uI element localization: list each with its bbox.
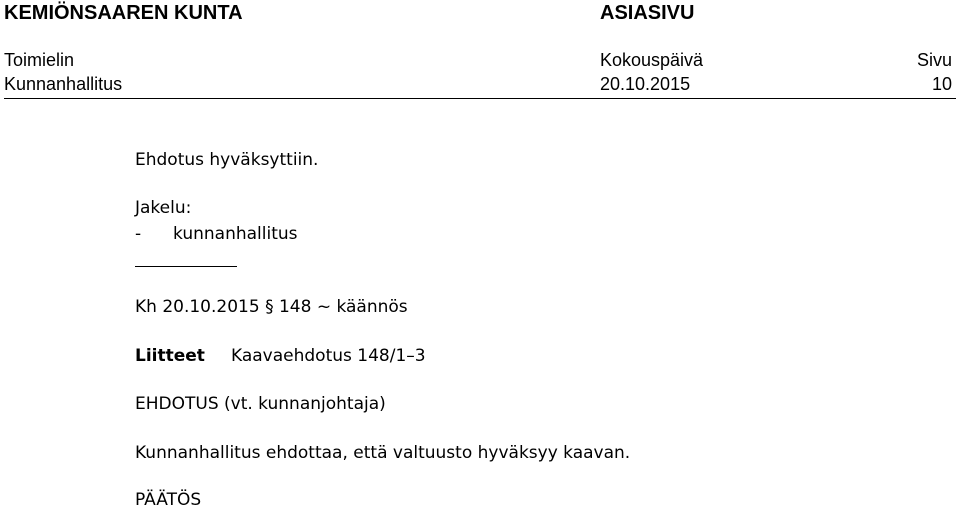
organization-name: KEMIÖNSAAREN KUNTA bbox=[4, 2, 243, 24]
header-divider bbox=[4, 98, 956, 99]
approval-text: Ehdotus hyväksyttiin. bbox=[135, 150, 319, 170]
body-label: Toimielin bbox=[4, 50, 75, 70]
page-number: 10 bbox=[931, 74, 952, 94]
meeting-date: 20.10.2015 bbox=[600, 74, 691, 94]
attachments-label: Liitteet bbox=[135, 346, 205, 366]
distribution-dash: - bbox=[135, 224, 142, 244]
section-reference: Kh 20.10.2015 § 148 ~ käännös bbox=[135, 297, 408, 317]
document-type: ASIASIVU bbox=[600, 2, 695, 24]
attachments-value: Kaavaehdotus 148/1–3 bbox=[231, 346, 426, 366]
page-label: Sivu bbox=[916, 50, 952, 70]
date-label: Kokouspäivä bbox=[600, 50, 704, 70]
body-value: Kunnanhallitus bbox=[4, 74, 123, 94]
distribution-item: kunnanhallitus bbox=[173, 224, 298, 244]
proposal-text: Kunnanhallitus ehdottaa, että valtuusto hyväksyy kaavan. bbox=[135, 443, 631, 463]
separator-line bbox=[135, 266, 237, 267]
decision-heading: PÄÄTÖS bbox=[135, 490, 202, 510]
distribution-label: Jakelu: bbox=[135, 198, 192, 218]
proposal-heading: EHDOTUS (vt. kunnanjohtaja) bbox=[135, 394, 386, 414]
